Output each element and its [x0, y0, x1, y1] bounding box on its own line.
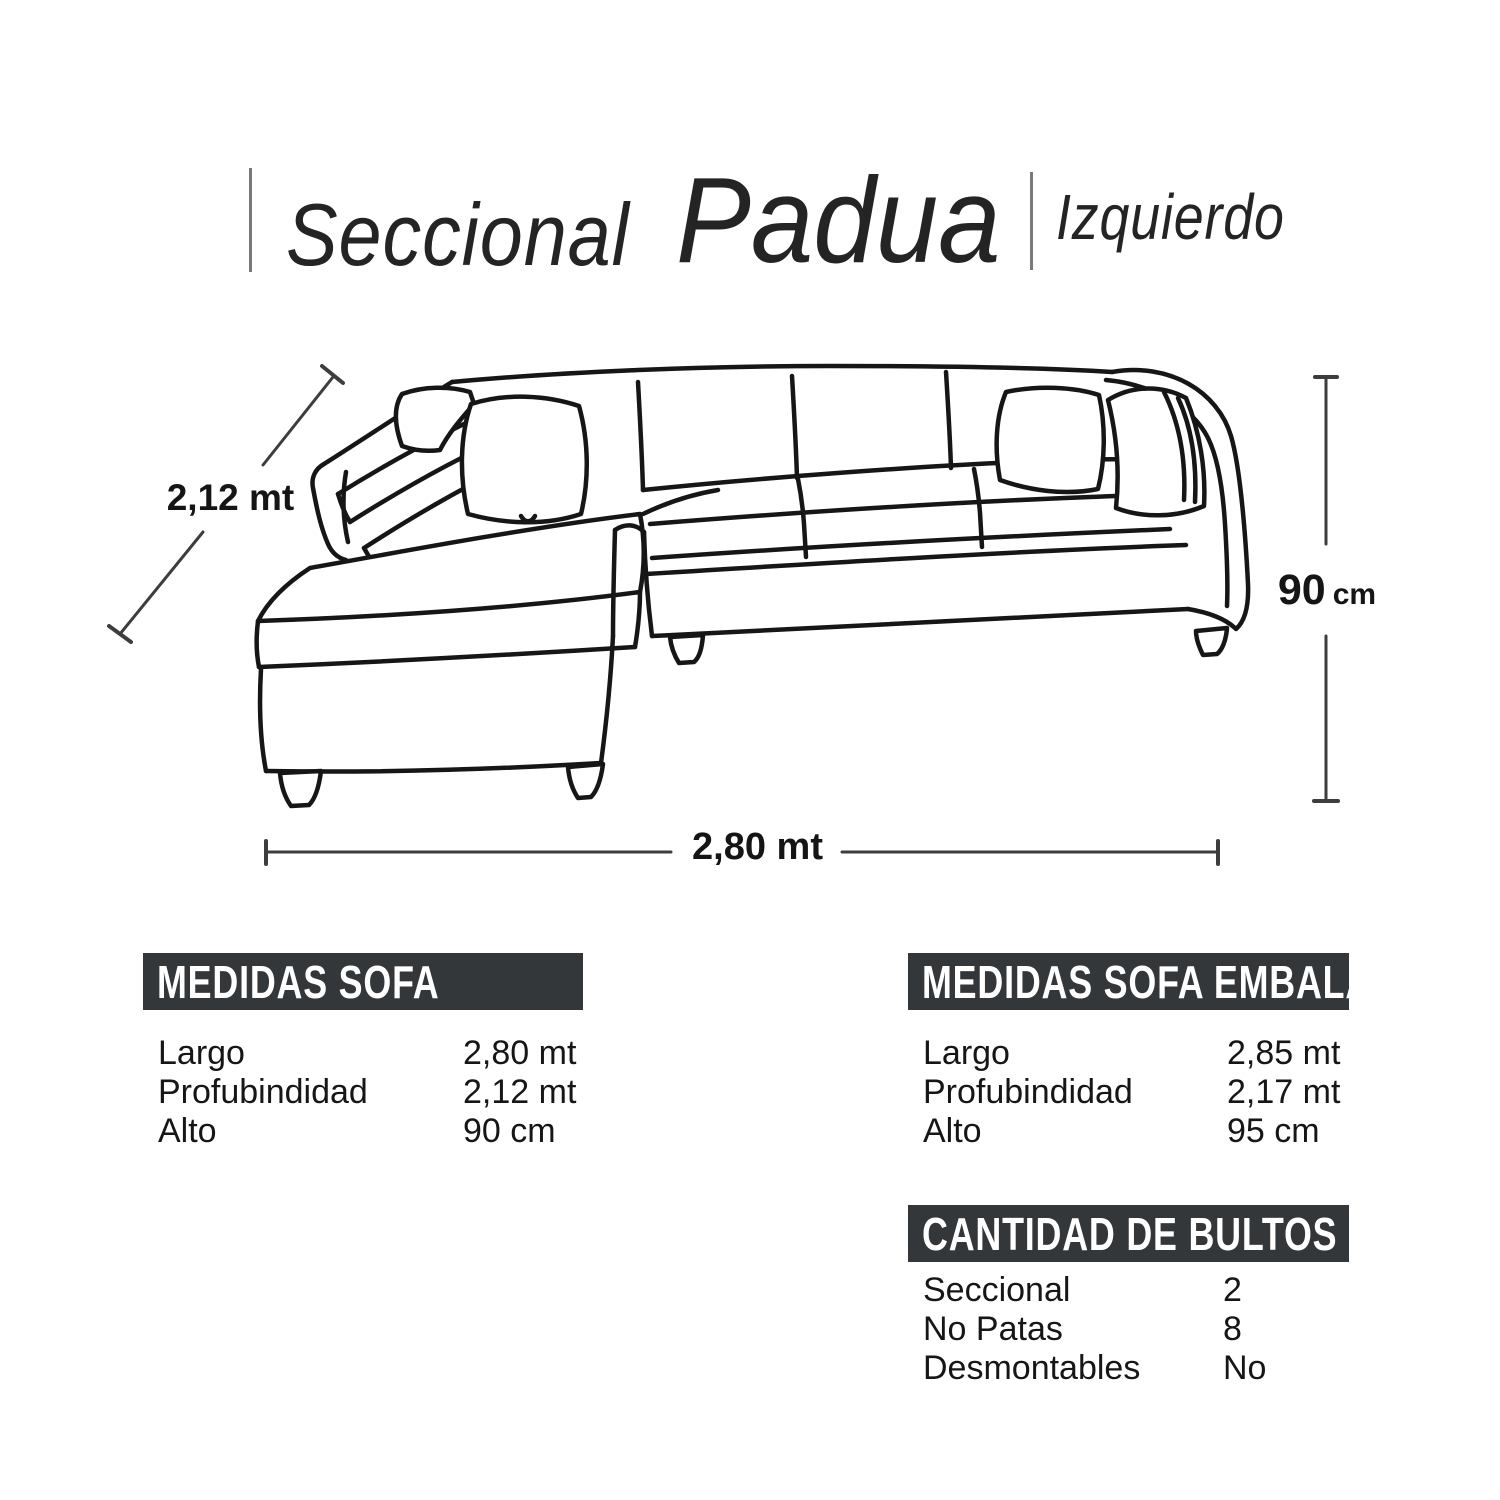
row-value: 2,80 mt	[463, 1034, 577, 1072]
table-header: MEDIDAS SOFA	[143, 953, 583, 1010]
width-dimension-label: 2,80 mt	[692, 826, 823, 868]
row-value: 2,17 mt	[1227, 1073, 1341, 1111]
row-label: Alto	[923, 1112, 982, 1150]
height-unit: cm	[1332, 578, 1377, 611]
row-label: Profubindidad	[158, 1073, 368, 1111]
table-row	[908, 1271, 1349, 1310]
product-name-title: Padua	[676, 152, 1001, 288]
row-label: Largo	[923, 1034, 1010, 1072]
height-dimension-label	[1272, 566, 1382, 615]
table-row	[908, 1310, 1349, 1349]
depth-dimension-label: 2,12 mt	[166, 477, 295, 518]
product-variant-title: Izquierdo	[1056, 181, 1285, 253]
table-header: MEDIDAS SOFA EMBALADO	[908, 953, 1349, 1010]
height-value: 90	[1277, 566, 1326, 614]
table-row	[143, 1112, 583, 1151]
depth-dimension-line	[263, 377, 333, 465]
row-label: Largo	[158, 1034, 245, 1072]
row-label: Profubindidad	[923, 1073, 1133, 1111]
table-cantidad-de-bultos	[908, 1205, 1349, 1388]
row-value: No	[1223, 1349, 1267, 1387]
table-header: CANTIDAD DE BULTOS	[908, 1205, 1349, 1262]
row-value: 2,85 mt	[1227, 1034, 1341, 1072]
table-medidas-sofa	[143, 953, 583, 1151]
table-row	[908, 1112, 1349, 1151]
row-label: No Patas	[923, 1310, 1063, 1348]
sofa-back-edge	[452, 366, 1112, 382]
table-row	[908, 1034, 1349, 1073]
row-value: 2	[1223, 1271, 1242, 1309]
table-row	[908, 1349, 1349, 1388]
row-label: Desmontables	[923, 1349, 1141, 1387]
table-row	[908, 1073, 1349, 1112]
row-label: Alto	[158, 1112, 217, 1150]
row-value: 2,12 mt	[463, 1073, 577, 1111]
table-row	[143, 1034, 583, 1073]
product-type-title: Seccional	[286, 185, 630, 284]
table-row	[143, 1073, 583, 1112]
row-value: 8	[1223, 1310, 1242, 1348]
table-medidas-sofa-embalado	[908, 953, 1428, 1151]
row-value: 90 cm	[463, 1112, 556, 1150]
row-label: Seccional	[923, 1271, 1071, 1309]
row-value: 95 cm	[1227, 1112, 1320, 1150]
